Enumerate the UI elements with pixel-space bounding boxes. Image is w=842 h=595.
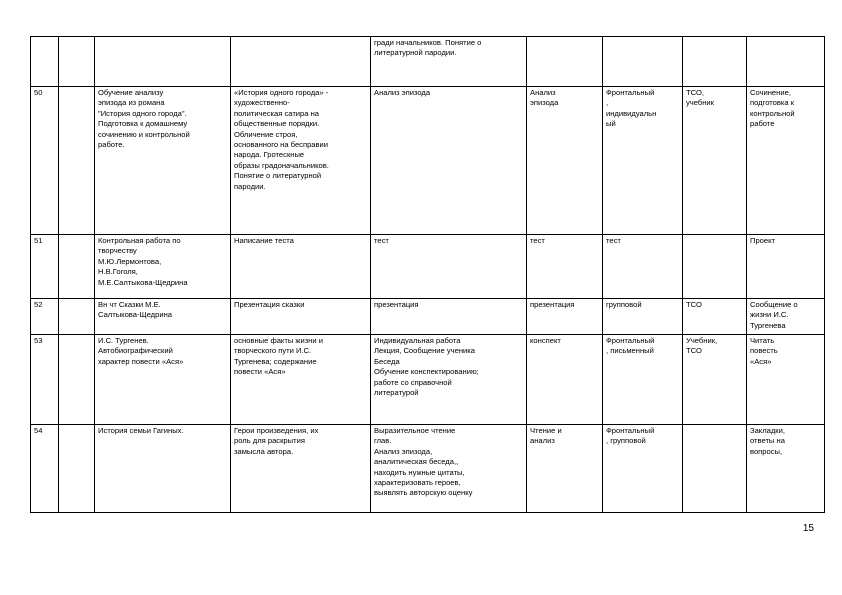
table-row	[31, 87, 825, 235]
cell-lesson: Обучение анализу эпизода из романа "История одного города". Подготовка к домашнему сочинению и контрольной работе.	[95, 87, 231, 235]
cell-num: 52	[31, 299, 59, 335]
cell-tools: ТСО	[683, 299, 747, 335]
cell-activity: Индивидуальная работа Лекция, Сообщение ученика Беседа Обучение конспектированию; работе со справочной литературой	[371, 335, 527, 425]
cell-activity: гради начальников. Понятие о литературной пародии.	[371, 37, 527, 87]
cell-content: Презентация сказки	[231, 299, 371, 335]
cell-form: Фронтальный , индивидуальн ый	[603, 87, 683, 235]
cell-control	[527, 37, 603, 87]
table-row	[31, 335, 825, 425]
cell-lesson	[95, 37, 231, 87]
cell-form: тест	[603, 235, 683, 299]
cell-num: 51	[31, 235, 59, 299]
cell-tools	[683, 235, 747, 299]
cell-form: Фронтальный , групповой	[603, 425, 683, 513]
cell-num: 50	[31, 87, 59, 235]
cell-tools: Учебник, ТСО	[683, 335, 747, 425]
cell-empty	[59, 235, 95, 299]
cell-control: конспект	[527, 335, 603, 425]
cell-lesson: Вн чт Сказки М.Е. Салтыкова-Щедрина	[95, 299, 231, 335]
cell-homework: Сообщение о жизни И.С. Тургенева	[747, 299, 825, 335]
page-number: 15	[802, 523, 814, 534]
cell-activity: презентация	[371, 299, 527, 335]
cell-empty	[59, 299, 95, 335]
cell-homework: Читать повесть «Ася»	[747, 335, 825, 425]
cell-form	[603, 37, 683, 87]
cell-control: Анализ эпизода	[527, 87, 603, 235]
cell-content: Герои произведения, их роль для раскрытия замысла автора.	[231, 425, 371, 513]
cell-control: тест	[527, 235, 603, 299]
cell-empty	[59, 37, 95, 87]
cell-num: 53	[31, 335, 59, 425]
cell-tools	[683, 425, 747, 513]
cell-activity: Выразительное чтение глав. Анализ эпизода, аналитическая беседа,, находить нужные цитаты, характеризовать героев, выявлять авторскую оценку	[371, 425, 527, 513]
cell-lesson: И.С. Тургенев. Автобиографический характер повести «Ася»	[95, 335, 231, 425]
cell-homework: Сочинение, подготовка к контрольной работе	[747, 87, 825, 235]
table-row	[31, 235, 825, 299]
cell-homework: Проект	[747, 235, 825, 299]
cell-content: основные факты жизни и творческого пути И.С. Тургенева; содержание повести «Ася»	[231, 335, 371, 425]
cell-activity: Анализ эпизода	[371, 87, 527, 235]
cell-form: групповой	[603, 299, 683, 335]
cell-control: Чтение и анализ	[527, 425, 603, 513]
cell-num	[31, 37, 59, 87]
cell-content	[231, 37, 371, 87]
cell-control: презентация	[527, 299, 603, 335]
cell-tools	[683, 37, 747, 87]
lesson-plan-table	[30, 36, 825, 513]
table-row	[31, 37, 825, 87]
cell-homework: Закладки, ответы на вопросы,	[747, 425, 825, 513]
cell-tools: ТСО, учебник	[683, 87, 747, 235]
cell-lesson: Контрольная работа по творчеству М.Ю.Лермонтова, Н.В.Гоголя, М.Е.Салтыкова-Щедрина	[95, 235, 231, 299]
cell-lesson: История семьи Гагиных.	[95, 425, 231, 513]
table-row	[31, 425, 825, 513]
cell-empty	[59, 335, 95, 425]
cell-empty	[59, 87, 95, 235]
table-row	[31, 299, 825, 335]
cell-form: Фронтальный , письменный	[603, 335, 683, 425]
cell-content: «История одного города» - художественно- политическая сатира на общественные порядки. Обличение строя, основанного на бесправии народа. Гротескные образы градоначальников. Понятие о литературной пародии.	[231, 87, 371, 235]
cell-homework	[747, 37, 825, 87]
cell-empty	[59, 425, 95, 513]
cell-num: 54	[31, 425, 59, 513]
cell-content: Написание теста	[231, 235, 371, 299]
cell-activity: тест	[371, 235, 527, 299]
